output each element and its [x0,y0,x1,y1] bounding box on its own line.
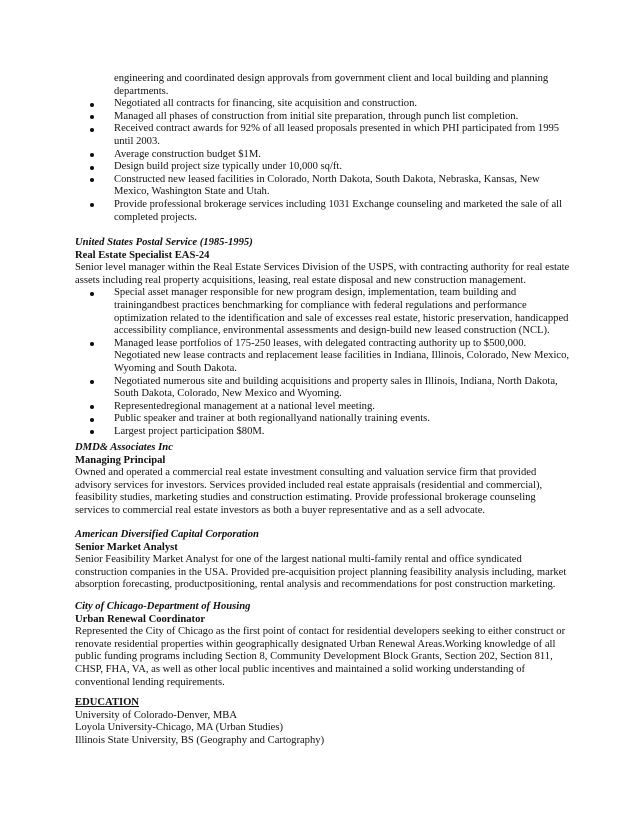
bullet-line: Public speaker and trainer at both regionallyand nationally training events. [114,413,430,425]
bullet-line: optimization related to the identification and sale of excesses real estate, historic preservation, handicapped [114,312,569,324]
bullet-item [75,426,570,439]
bullet-line: Average construction budget $1M. [114,148,261,160]
bullet-icon [90,166,94,170]
continuation-line: departments. [114,85,169,97]
chicago-section [75,601,570,689]
bullet-icon [90,342,94,346]
bullet-icon [90,203,94,207]
usps-bullets [75,287,570,438]
summary-line: assets including real property acquisitions, leasing, real estate disposal and new construction management. [75,274,526,286]
prior-job-bullets [75,98,570,224]
bullet-line: trainingandbest practices benchmarking for compliance with federal regulations and performance [114,299,527,311]
continuation-line: engineering and coordinated design approvals from government client and local building and planning [114,73,549,84]
degree-line: University of Colorado-Denver, MBA [75,709,237,721]
bullet-line: Representedregional management at a national level meeting. [114,400,375,412]
bullet-line: Negotiated all contracts for financing, site acquisition and construction. [114,98,418,110]
bullet-icon [90,178,94,182]
bullet-line: Received contract awards for 92% of all leased proposals presented in which PHI participated from 1995 [114,123,560,135]
usps-section [75,237,570,439]
paragraph-line: Represented the City of Chicago as the first point of contact for residential developers seeking to either construct or [75,626,566,638]
employer-name: DMD& Associates Inc [75,442,173,453]
bullet-icon [90,430,94,434]
paragraph-line: services to commercial real estate investors as both a buyer representative and as a sell advocate. [75,504,486,516]
dmd-section [75,442,570,518]
bullet-item [75,413,570,426]
bullet-line: Negotiated new lease contracts and replacement lease facilities in Indiana, Illinois, Colorado, New Mexico, [114,350,570,362]
bullet-item [75,401,570,414]
bullet-item [75,98,570,111]
paragraph-line: CHSP, FHA, VA, as well as other local public incentives and maintained a solid working understanding of [75,663,526,675]
bullet-item [75,376,570,401]
bullet-line: Wyoming and South Dakota. [114,362,237,374]
bullet-line: Managed lease portfolios of 175-250 leases, with delegated contracting authority up to $500,000. [114,337,527,349]
bullet-icon [90,128,94,132]
bullet-line: completed projects. [114,211,197,223]
bullet-line: accessibility compliance, environmental assessments and design-build new leased construction (NCL). [114,325,550,337]
bullet-item [75,111,570,124]
bullet-line: Negotiated numerous site and building acquisitions and property sales in Illinois, Indiana, North Dakota, [114,375,558,387]
adcc-section [75,529,570,592]
bullet-line: Special asset manager responsible for new program design, implementation, team building and [114,287,517,299]
bullet-item [75,338,570,376]
education-heading: EDUCATION [75,697,139,708]
employer-name: United States Postal Service (1985-1995) [75,237,253,248]
bullet-item [75,287,570,337]
bullet-item [75,161,570,174]
bullet-line: Mexico, Washington State and Utah. [114,186,270,198]
paragraph-line: Owned and operated a commercial real estate investment consulting and valuation service firm that provided [75,467,537,479]
paragraph-line: renovate residential properties within geographically designated Urban Renewal Areas.Working knowledge of all [75,638,556,650]
bullet-line: until 2003. [114,135,160,147]
bullet-icon [90,103,94,107]
job-title: Managing Principal [75,454,166,466]
employer-name: City of Chicago-Department of Housing [75,601,251,612]
paragraph-line: feasibility studies, marketing studies and construction estimating. Provide professional brokerage counseling [75,492,536,504]
bullet-line: South Dakota, Colorado, New Mexico and Wyoming. [114,388,342,400]
bullet-icon [90,292,94,296]
degree-line: Loyola University-Chicago, MA (Urban Studies) [75,722,284,734]
bullet-line: Largest project participation $80M. [114,425,265,437]
bullet-line: Design build project size typically under 10,000 sq/ft. [114,161,343,173]
paragraph-line: construction companies in the USA. Provided pre-acquisition project planning feasibility analysis including, market [75,566,567,578]
summary-line: Senior level manager within the Real Estate Services Division of the USPS, with contracting authority for real estate [75,262,570,274]
paragraph-line: public funding programs including Section 8, Community Development Block Grants, Section 202, Section 811, [75,651,553,663]
employer-name: American Diversified Capital Corporation [75,529,259,540]
bullet-icon [90,153,94,157]
paragraph-line: advisory services for investors. Services provided included real estate appraisals (residential and commercial), [75,479,543,491]
prior-job-continuation [75,73,570,224]
bullet-line: Constructed new leased facilities in Colorado, North Dakota, South Dakota, Nebraska, Kansas, New [114,173,540,185]
bullet-icon [90,405,94,409]
degree-line: Illinois State University, BS (Geography and Cartography) [75,734,325,746]
education-section [75,697,570,747]
bullet-icon [90,418,94,422]
job-title: Senior Market Analyst [75,541,178,553]
job-title: Urban Renewal Coordinator [75,613,206,625]
bullet-line: Provide professional brokerage services including 1031 Exchange counseling and marketed the sale of all [114,198,563,210]
bullet-item [75,199,570,224]
bullet-item [75,123,570,148]
bullet-line: Managed all phases of construction from initial site preparation, through punch list completion. [114,110,519,122]
paragraph-line: Senior Feasibility Market Analyst for one of the largest national multi-family rental and office syndicated [75,554,522,566]
bullet-icon [90,115,94,119]
job-title: Real Estate Specialist EAS-24 [75,249,210,261]
bullet-icon [90,380,94,384]
bullet-item [75,174,570,199]
bullet-item [75,149,570,162]
paragraph-line: absorption forecasting, productpositioning, rental analysis and recommendations for post construction marketing. [75,579,556,591]
paragraph-line: conventional lending requirements. [75,676,225,688]
